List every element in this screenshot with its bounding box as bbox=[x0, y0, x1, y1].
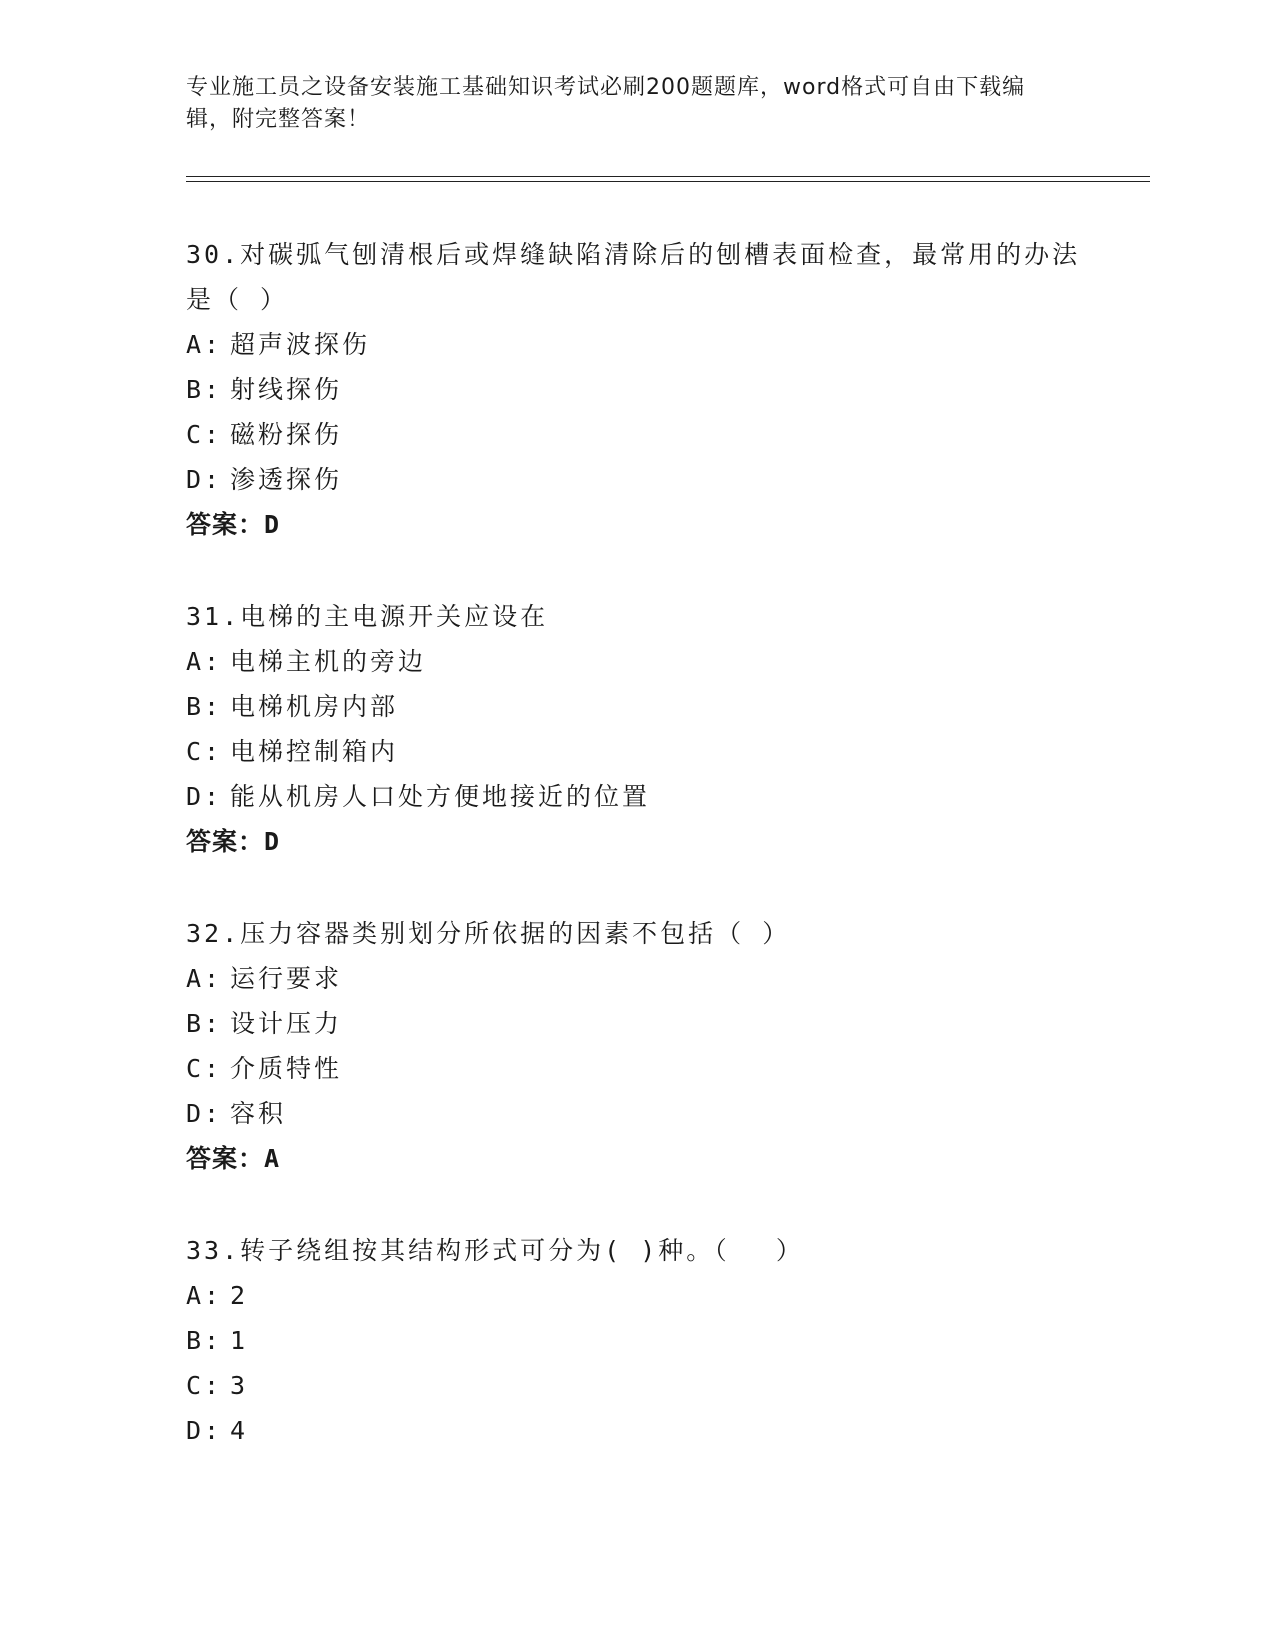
option-d bbox=[186, 774, 1086, 819]
option-key: B: bbox=[186, 375, 223, 404]
option-text: 电梯控制箱内 bbox=[230, 737, 399, 766]
question-text: 33.转子绕组按其结构形式可分为( )种。（ ） bbox=[186, 1236, 804, 1265]
option-key: D: bbox=[186, 1416, 223, 1445]
option-c bbox=[186, 729, 1086, 774]
answer-line bbox=[186, 1136, 1086, 1182]
option-c bbox=[186, 1046, 1086, 1091]
option-text: 渗透探伤 bbox=[230, 465, 343, 494]
option-key: A: bbox=[186, 1281, 223, 1310]
question-33 bbox=[186, 1228, 1086, 1453]
option-b bbox=[186, 367, 1086, 412]
option-text: 超声波探伤 bbox=[230, 330, 371, 359]
option-text: 4 bbox=[230, 1416, 249, 1445]
question-text: 30.对碳弧气刨清根后或焊缝缺陷清除后的刨槽表面检查，最常用的办法是（ ） bbox=[186, 240, 1081, 314]
question-32 bbox=[186, 911, 1086, 1182]
option-a bbox=[186, 322, 1086, 367]
answer-label: 答案： bbox=[186, 827, 265, 856]
option-d bbox=[186, 457, 1086, 502]
option-key: A: bbox=[186, 330, 223, 359]
answer-value: A bbox=[264, 1144, 281, 1173]
option-a bbox=[186, 639, 1086, 684]
answer-label: 答案： bbox=[186, 1144, 265, 1173]
header-divider-top bbox=[186, 176, 1150, 177]
option-text: 2 bbox=[230, 1281, 249, 1310]
option-key: D: bbox=[186, 782, 223, 811]
document-header: 专业施工员之设备安装施工基础知识考试必刷200题题库，word格式可自由下载编辑，附完整答案！ bbox=[186, 75, 1026, 132]
header-divider-bottom bbox=[186, 181, 1150, 182]
answer-label: 答案： bbox=[186, 510, 265, 539]
option-key: D: bbox=[186, 465, 223, 494]
question-text: 31.电梯的主电源开关应设在 bbox=[186, 602, 549, 631]
question-31 bbox=[186, 594, 1086, 865]
option-text: 运行要求 bbox=[230, 964, 343, 993]
option-text: 射线探伤 bbox=[230, 375, 343, 404]
option-d bbox=[186, 1408, 1086, 1453]
option-text: 电梯主机的旁边 bbox=[230, 647, 427, 676]
answer-line bbox=[186, 819, 1086, 865]
option-text: 1 bbox=[230, 1326, 249, 1355]
option-key: C: bbox=[186, 420, 223, 449]
question-list bbox=[186, 232, 1086, 1499]
answer-line bbox=[186, 502, 1086, 548]
option-key: C: bbox=[186, 1371, 223, 1400]
option-text: 容积 bbox=[230, 1099, 287, 1128]
option-key: A: bbox=[186, 964, 223, 993]
option-key: A: bbox=[186, 647, 223, 676]
option-text: 电梯机房内部 bbox=[230, 692, 399, 721]
answer-value: D bbox=[264, 827, 281, 856]
option-c bbox=[186, 1363, 1086, 1408]
question-30 bbox=[186, 232, 1086, 548]
option-a bbox=[186, 956, 1086, 1001]
option-key: B: bbox=[186, 1326, 223, 1355]
option-key: B: bbox=[186, 1009, 223, 1038]
option-text: 设计压力 bbox=[230, 1009, 343, 1038]
option-text: 能从机房人口处方便地接近的位置 bbox=[230, 782, 651, 811]
option-b bbox=[186, 1318, 1086, 1363]
option-key: C: bbox=[186, 737, 223, 766]
option-d bbox=[186, 1091, 1086, 1136]
option-key: B: bbox=[186, 692, 223, 721]
option-b bbox=[186, 684, 1086, 729]
option-text: 磁粉探伤 bbox=[230, 420, 343, 449]
option-b bbox=[186, 1001, 1086, 1046]
option-a bbox=[186, 1273, 1086, 1318]
option-key: C: bbox=[186, 1054, 223, 1083]
option-key: D: bbox=[186, 1099, 223, 1128]
answer-value: D bbox=[264, 510, 281, 539]
option-c bbox=[186, 412, 1086, 457]
question-text: 32.压力容器类别划分所依据的因素不包括（ ） bbox=[186, 919, 791, 948]
option-text: 3 bbox=[230, 1371, 249, 1400]
option-text: 介质特性 bbox=[230, 1054, 343, 1083]
